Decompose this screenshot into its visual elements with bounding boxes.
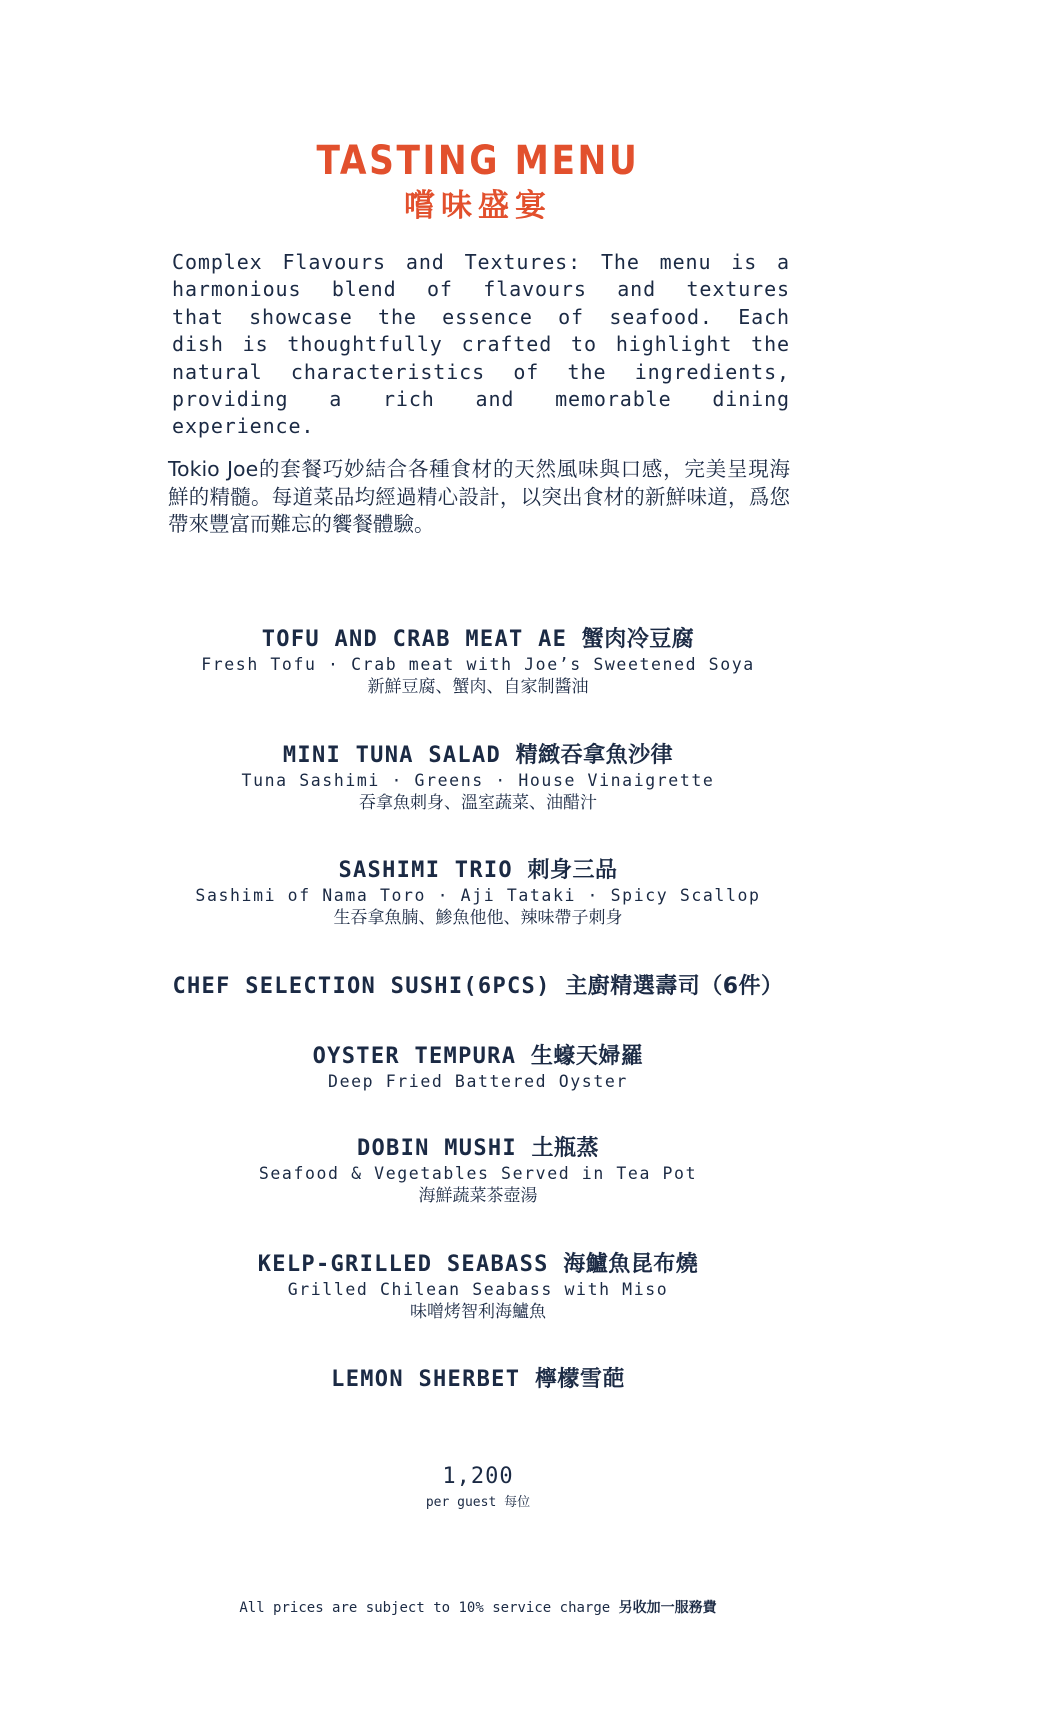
dish-name-zh: 刺身三品 xyxy=(527,858,618,883)
dish-description-zh: 海鮮蔬菜茶壺湯 xyxy=(418,1186,538,1206)
dish-name-en: LEMON SHERBET xyxy=(331,1367,521,1392)
dish-name-zh: 土瓶蒸 xyxy=(531,1136,600,1161)
dish-description-en: Tuna Sashimi · Greens · House Vinaigrette xyxy=(241,771,715,790)
dish-item xyxy=(0,1251,956,1323)
dish-name-en: SASHIMI TRIO xyxy=(338,858,513,883)
dish-description-en: Deep Fried Battered Oyster xyxy=(328,1072,628,1091)
dish-name xyxy=(0,857,956,885)
per-guest-label xyxy=(0,1493,956,1513)
price-amount: 1,200 xyxy=(442,1464,514,1489)
service-charge-en: All prices are subject to 10% service charge xyxy=(239,1600,611,1616)
dish-item xyxy=(0,1366,956,1394)
dish-name xyxy=(0,1366,956,1394)
dish-name-zh: 檸檬雪葩 xyxy=(534,1367,625,1392)
dish-name-en: DOBIN MUSHI xyxy=(356,1136,517,1161)
dish-name xyxy=(0,742,956,770)
dish-name-zh: 海鱸魚昆布燒 xyxy=(563,1252,699,1277)
dish-item xyxy=(0,973,956,1001)
dish-item xyxy=(0,1135,956,1207)
menu-title-en: TASTING MENU xyxy=(316,138,640,184)
menu-title-zh: 嚐味盛宴 xyxy=(404,188,552,224)
price-block xyxy=(0,1463,956,1513)
dish-name-zh: 生蠔天婦羅 xyxy=(530,1044,644,1069)
dish-name-zh: 精緻吞拿魚沙律 xyxy=(515,743,674,768)
dish-name xyxy=(0,626,956,654)
service-charge-zh: 另收加一服務費 xyxy=(618,1600,717,1616)
dish-name xyxy=(0,1251,956,1279)
dish-name-zh: 蟹肉冷豆腐 xyxy=(581,627,695,652)
dish-name-en: CHEF SELECTION SUSHI(6PCS) xyxy=(172,974,551,999)
dish-item xyxy=(0,742,956,814)
per-guest-en: per guest xyxy=(425,1495,497,1510)
dish-item xyxy=(0,857,956,929)
menu-header xyxy=(0,138,956,226)
intro-paragraph-en: Complex Flavours and Textures: The menu is a harmonious blend of flavours and textures that showcase the essence of seafood. Each dish is thoughtfully crafted to highlight the natural characteristics of the ingredients, providing a rich and memorable dining experience. xyxy=(172,250,790,439)
dish-name xyxy=(0,973,956,1001)
dish-description-zh: 味噌烤智利海鱸魚 xyxy=(410,1302,546,1322)
intro-paragraph-zh: Tokio Joe的套餐巧妙結合各種食材的天然風味與口感，完美呈現海鮮的精髓。每道菜品均經過精心設計，以突出食材的新鮮味道，爲您帶來豐富而難忘的饗餐體驗。 xyxy=(168,457,790,536)
dish-description-en: Fresh Tofu · Crab meat with Joe’s Sweetened Soya xyxy=(201,655,755,674)
per-guest-zh: 每位 xyxy=(504,1495,531,1510)
dish-name xyxy=(0,1043,956,1071)
dish-item xyxy=(0,1043,956,1093)
dish-description-en: Sashimi of Nama Toro · Aji Tataki · Spicy Scallop xyxy=(195,886,761,905)
dish-description-zh: 新鮮豆腐、蟹肉、自家制醬油 xyxy=(367,677,589,697)
dish-description-zh: 生吞拿魚腩、鯵魚他他、辣味帶子刺身 xyxy=(333,908,623,928)
dish-description-en: Grilled Chilean Seabass with Miso xyxy=(287,1280,669,1299)
dish-name-en: KELP-GRILLED SEABASS xyxy=(257,1252,549,1277)
dish-name xyxy=(0,1135,956,1163)
dish-description-en: Seafood & Vegetables Served in Tea Pot xyxy=(258,1164,698,1183)
dish-name-zh: 主廚精選壽司（6件） xyxy=(565,974,784,999)
dish-name-en: TOFU AND CRAB MEAT AE xyxy=(261,627,568,652)
dish-name-en: OYSTER TEMPURA xyxy=(312,1044,517,1069)
service-charge-note xyxy=(0,1598,956,1618)
dish-item xyxy=(0,626,956,698)
dish-description-zh: 吞拿魚刺身、溫室蔬菜、油醋汁 xyxy=(359,793,597,813)
dish-name-en: MINI TUNA SALAD xyxy=(282,743,502,768)
